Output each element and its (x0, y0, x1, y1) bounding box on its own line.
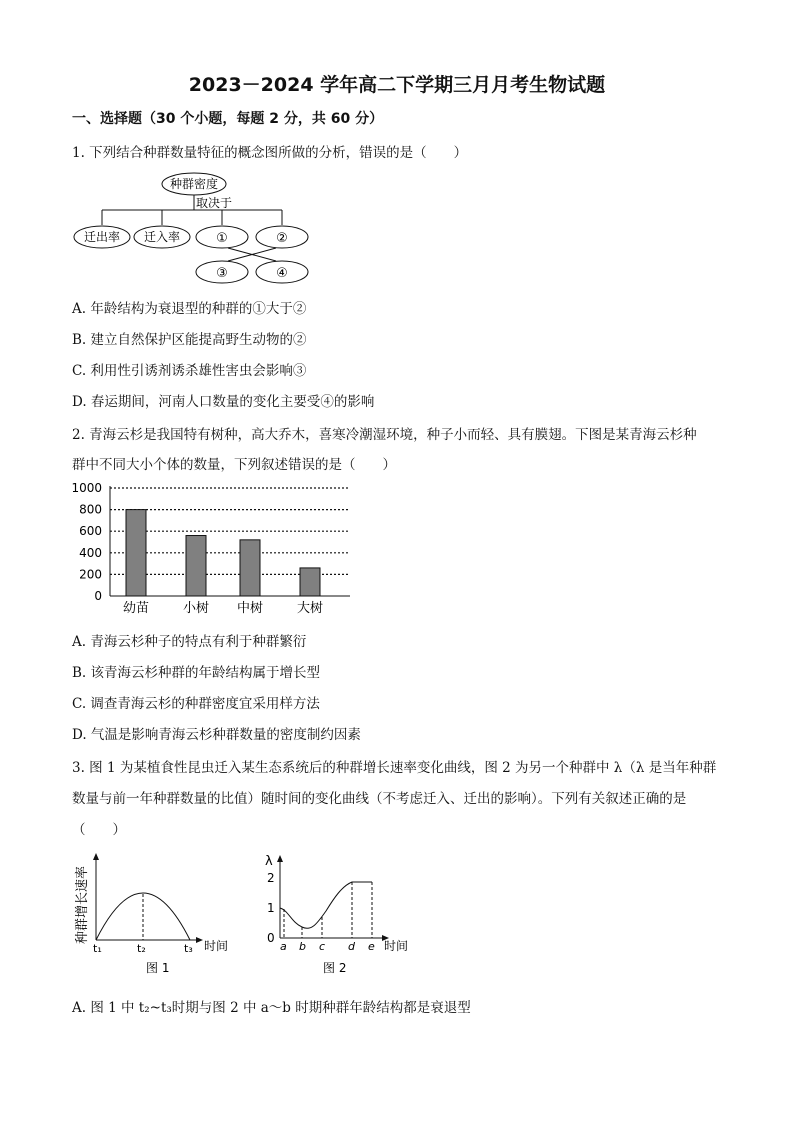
q3-stem-line1: 3. 图 1 为某植食性昆虫迁入某生态系统后的种群增长速率变化曲线，图 2 为另一个种群中 λ（λ 是当年种群 (72, 760, 717, 776)
figure1 (93, 853, 203, 943)
q1-option-b: B. 建立自然保护区能提高野生动物的② (72, 332, 307, 348)
figure2 (277, 855, 389, 941)
q2-option-d: D. 气温是影响青海云杉种群数量的密度制约因素 (72, 727, 361, 743)
fig1-tick-t1: t₁ (93, 942, 102, 955)
fig2-tick-a: a (280, 940, 287, 953)
bar (126, 510, 146, 596)
y-tick-label: 200 (79, 567, 102, 582)
x-tick-label: 幼苗 (122, 601, 150, 616)
y-tick-label: 800 (79, 502, 102, 517)
q3-figures (66, 848, 426, 978)
fig1-tick-t3: t₃ (184, 942, 193, 955)
x-tick-label: 大树 (296, 601, 324, 616)
page-title: 2023－2024 学年高二下学期三月月考生物试题 (188, 74, 606, 96)
fig2-caption: 图 2 (323, 961, 347, 975)
fig2-tick-d: d (348, 940, 355, 953)
x-tick-label: 中树 (236, 601, 264, 616)
decides-label: 取决于 (196, 196, 233, 210)
fig2-ytick-0: 0 (267, 931, 275, 945)
node3-label: ③ (216, 266, 228, 281)
q3-option-a: A. 图 1 中 t₂~t₃时期与图 2 中 a～b 时期种群年龄结构都是衰退型 (72, 1000, 471, 1016)
fig1-caption: 图 1 (146, 961, 170, 975)
q1-concept-diagram (70, 170, 320, 288)
y-tick-label: 600 (79, 524, 102, 539)
fig2-xlabel: 时间 (384, 939, 409, 953)
q1-option-d: D. 春运期间，河南人口数量的变化主要受④的影响 (72, 394, 375, 410)
y-tick-label: 1000 (71, 481, 102, 495)
fig2-ytick-2: 2 (267, 871, 275, 885)
q2-stem-line2: 群中不同大小个体的数量，下列叙述错误的是（ ） (72, 457, 396, 473)
node1-label: ① (216, 231, 228, 246)
q1-option-c: C. 利用性引诱剂诱杀雄性害虫会影响③ (72, 363, 307, 379)
node2-label: ② (276, 231, 288, 246)
fig2-tick-c: c (319, 940, 326, 953)
q2-option-a: A. 青海云杉种子的特点有利于种群繁衍 (72, 634, 307, 650)
fig1-tick-t2: t₂ (137, 942, 146, 955)
fig2-ytick-1: 1 (267, 901, 275, 915)
fig2-tick-b: b (299, 940, 306, 953)
fig2-ylabel: λ (265, 854, 273, 869)
bar (300, 568, 320, 596)
q2-option-b: B. 该青海云杉种群的年龄结构属于增长型 (72, 665, 321, 681)
fig1-ylabel: 种群增长速率 (75, 865, 90, 944)
node4-label: ④ (276, 266, 288, 281)
fig2-tick-e: e (368, 940, 375, 953)
fig2-curve (280, 882, 372, 928)
bar (240, 540, 260, 596)
q2-bar-chart (66, 478, 366, 620)
q1-option-a: A. 年龄结构为衰退型的种群的①大于② (72, 301, 307, 317)
immigration-label: 迁入率 (143, 230, 181, 244)
y-tick-label: 0 (94, 589, 102, 603)
x-tick-label: 小树 (182, 601, 210, 616)
q3-stem-line2: 数量与前一年种群数量的比值）随时间的变化曲线（不考虑迁入、迁出的影响）。下列有关叙述正确的是 (72, 791, 687, 807)
bar (186, 536, 206, 596)
density-label: 种群密度 (169, 177, 219, 191)
q2-option-c: C. 调查青海云杉的种群密度宜采用样方法 (72, 696, 320, 712)
q2-stem-line1: 2. 青海云杉是我国特有树种，高大乔木，喜寒冷潮湿环境，种子小而轻、具有膜翅。下图是某青海云杉种 (72, 427, 697, 443)
y-tick-label: 400 (79, 545, 102, 560)
q1-stem: 1. 下列结合种群数量特征的概念图所做的分析，错误的是（ ） (72, 145, 468, 161)
fig1-xlabel: 时间 (204, 939, 229, 953)
section-heading: 一、选择题（30 个小题，每题 2 分，共 60 分） (72, 111, 384, 127)
emigration-label: 迁出率 (83, 230, 121, 244)
q3-stem-line3: （ ） (72, 822, 126, 838)
